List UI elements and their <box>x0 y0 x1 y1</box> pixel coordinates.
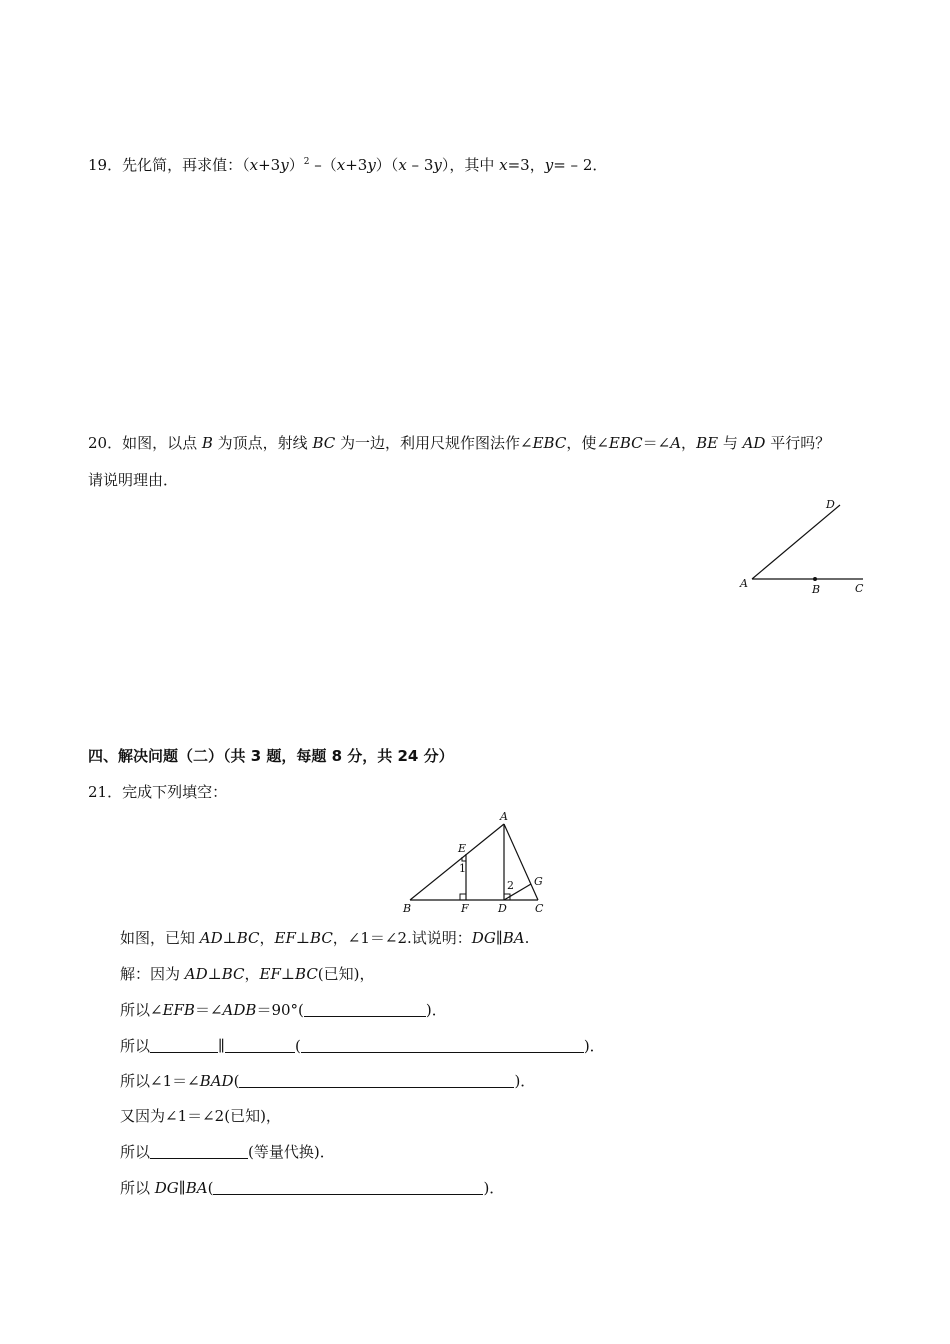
solution-line-7: 所以 DG∥BA( )． <box>120 1179 505 1197</box>
question-20-line-1: 20．如图，以点 B 为顶点，射线 BC 为一边，利用尺规作图法作∠EBC，使∠EBC＝∠A，BE 与 AD 平行吗？ <box>88 434 831 452</box>
answer-blank-4[interactable] <box>301 1038 584 1053</box>
section-4-heading: 四、解决问题（二）（共 3 题，每题 8 分，共 24 分） <box>88 747 454 765</box>
triangle-figure <box>400 808 560 918</box>
solution-line-2: 所以∠EFB＝∠ADB＝90°( )． <box>120 1001 447 1019</box>
label-f: F <box>461 902 469 915</box>
label-c: C <box>535 902 544 915</box>
label-c: C <box>855 582 864 595</box>
solution-line-5: 又因为∠1＝∠2(已知)， <box>120 1107 281 1125</box>
label-angle-2: 2 <box>507 879 514 892</box>
given-statement: 如图，已知 AD⊥BC，EF⊥BC，∠1＝∠2.试说明：DG∥BA. <box>120 929 530 947</box>
question-21-intro: 21．完成下列填空： <box>88 783 228 801</box>
angle-figure <box>730 495 870 600</box>
label-g: G <box>534 875 543 888</box>
answer-blank-2[interactable] <box>150 1038 218 1053</box>
label-d: D <box>826 498 835 511</box>
label-e: E <box>458 842 467 855</box>
answer-blank-1[interactable] <box>304 1002 426 1017</box>
label-b: B <box>403 902 412 915</box>
label-a: A <box>740 577 748 590</box>
answer-blank-5[interactable] <box>239 1073 514 1088</box>
answer-blank-3[interactable] <box>225 1038 295 1053</box>
label-d: D <box>498 902 507 915</box>
solution-line-3: 所以 ∥ ( )． <box>120 1037 605 1055</box>
ray-ad <box>752 505 840 579</box>
question-19: 19．先化简，再求值：$(x+3y)^2$ –（x+3y）（x – 3y），其中 x=3，y= – 2． <box>88 156 608 174</box>
answer-blank-7[interactable] <box>213 1180 483 1195</box>
solution-line-6: 所以 (等量代换)． <box>120 1143 335 1161</box>
answer-blank-6[interactable] <box>150 1144 248 1159</box>
label-b: B <box>812 583 821 596</box>
right-angle-f <box>460 894 466 900</box>
solution-line-1: 解：因为 AD⊥BC，EF⊥BC(已知)， <box>120 965 375 983</box>
label-angle-1: 1 <box>459 862 466 875</box>
side-ba <box>410 824 504 900</box>
point-b <box>813 577 817 581</box>
label-a: A <box>500 810 508 823</box>
solution-line-4: 所以∠1＝∠BAD( )． <box>120 1072 536 1090</box>
question-20-line-2: 请说明理由． <box>88 471 179 489</box>
